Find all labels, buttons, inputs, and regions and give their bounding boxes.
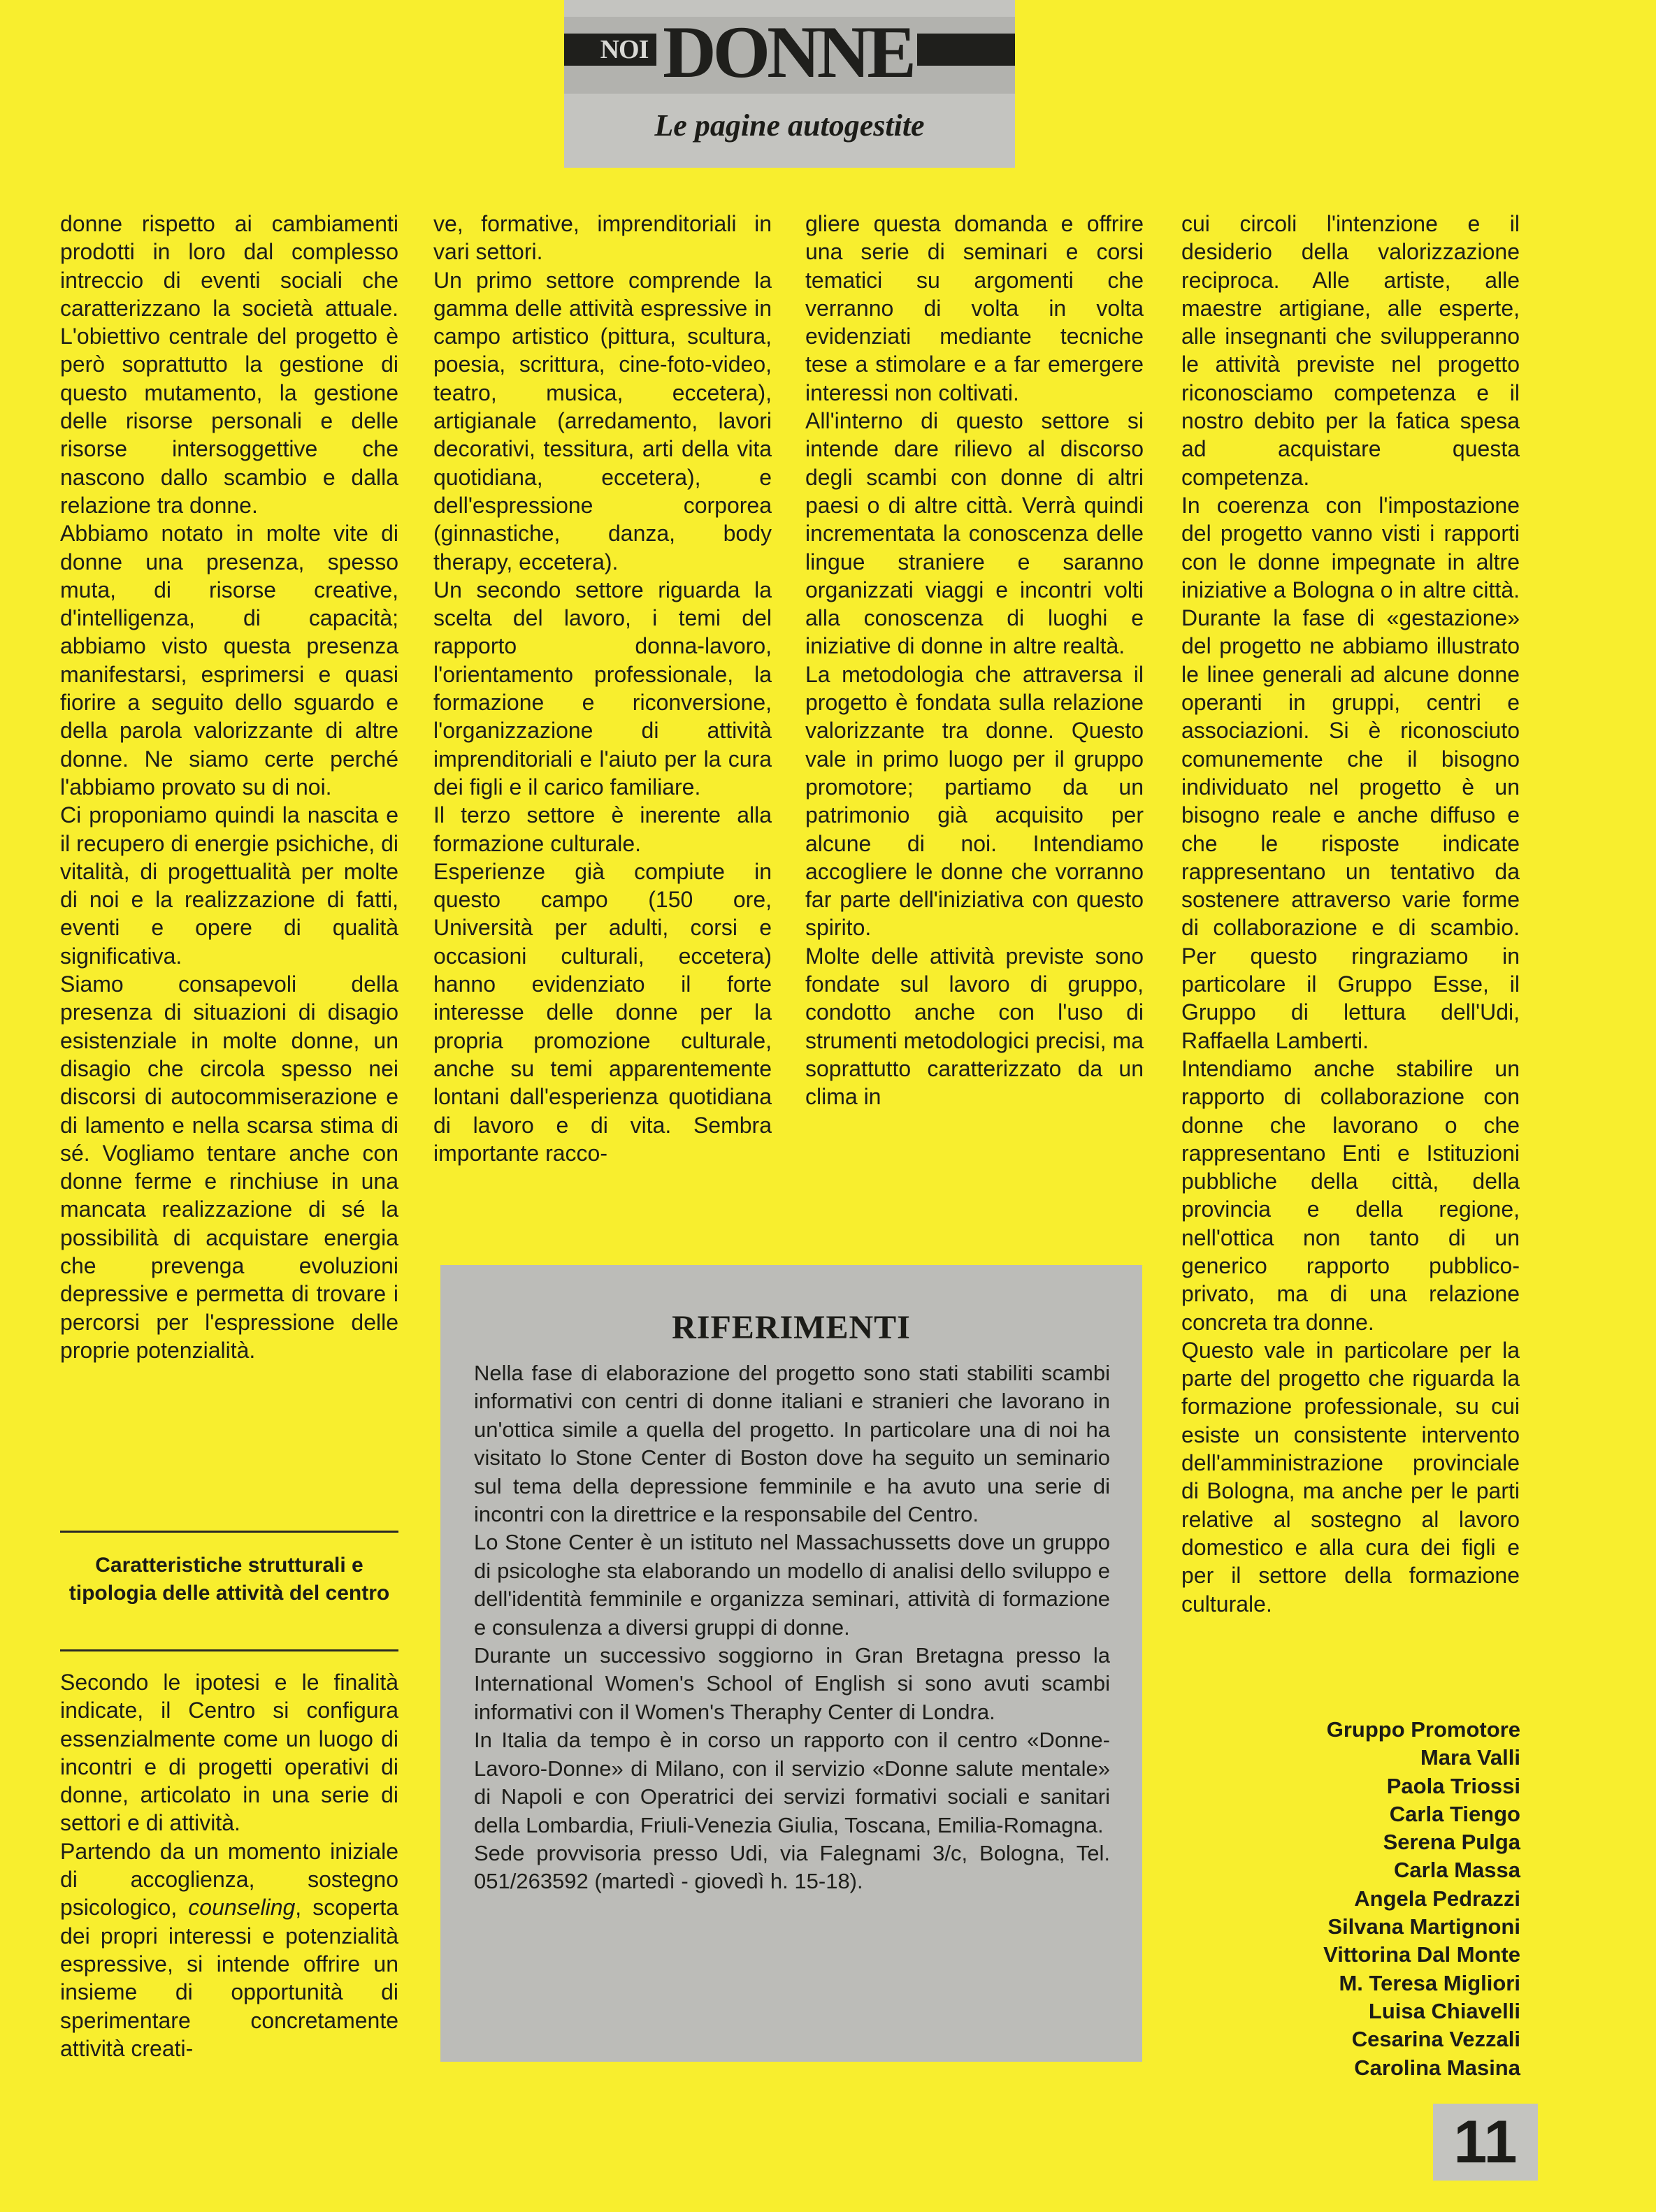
section-rule-bottom: [60, 1649, 398, 1651]
masthead-noi: NOI: [592, 34, 656, 66]
page-number: 11: [1433, 2104, 1538, 2181]
signature-group: Gruppo Promotore: [1326, 1717, 1520, 1742]
paragraph: In coerenza con l'impostazione del progetto vanno visti i rapporti con le donne impegnate in altre iniziative a Bologna o in altre città. Durante la fase di «gestazione» del progetto ne abbiamo illustrato le linee generali ad alcune donne operanti in gruppi, centri e associazioni. Si è riconosciuto comunemente che il bisogno individuato nel progetto è un bisogno reale e anche diffuso e che le risposte indicate rappresentano un tentativo da sostenere attraverso varie forme di collaborazione e di scambio. Per questo ringraziamo in particolare il Gruppo Esse, il Gruppo di lettura dell'Udi, Raffaella Lamberti.: [1181, 492, 1520, 1053]
section-title: Caratteristiche strutturali e tipologia delle attività del centro: [69, 1554, 390, 1605]
paragraph: ve, formative, imprenditoriali in vari settori.: [433, 211, 772, 265]
paragraph: cui circoli l'intenzione e il desiderio della valorizzazione reciproca. Alle artiste, alle maestre artigiane, alle esperte, alle insegnanti che svilupperanno le attività previste nel progetto riconosciamo competenza e il nostro debito per la fatica spesa ad acquistare questa competenza.: [1181, 211, 1520, 490]
paragraph: Ci proponiamo quindi la nascita e il recupero di energie psichiche, di vitalità, di progettualità per molte di noi e la realizzazione di fatti, eventi e opere di qualità significativa.: [60, 802, 398, 969]
section-rule-top: [60, 1531, 398, 1533]
riferimenti-title: RIFERIMENTI: [672, 1309, 911, 1346]
paragraph: Un secondo settore riguarda la scelta del lavoro, i temi del rapporto donna-lavoro, l'orientamento professionale, la formazione e riconversione, l'organizzazione di attività imprenditoriali e l'aiuto per la cura dei figli e il carico familiare.: [433, 577, 772, 800]
paragraph: Un primo settore comprende la gamma delle attività espressive in campo artistico (pittura, scultura, poesia, scrittura, cine-foto-video, teatro, musica, eccetera), artigianale (arredamento, lavori decorativi, tessitura, arti della vita quotidiana, eccetera), e dell'espressione corporea (ginnastiche, danza, body therapy, eccetera).: [433, 267, 772, 574]
paragraph: Questo vale in particolare per la parte del progetto che riguarda la formazione professionale, su cui esiste un consistente intervento dell'amministrazione provinciale di Bologna, ma anche per le parti relative al sostegno al lavoro domestico e alla cura dei figli e per il settore della formazione culturale.: [1181, 1337, 1520, 1617]
paragraph: Sede provvisoria presso Udi, via Falegnami 3/c, Bologna, Tel. 051/263592 (martedì - giovedì h. 15-18).: [474, 1840, 1110, 1894]
paragraph: Secondo le ipotesi e le finalità indicate, il Centro si configura essenzialmente come un luogo di incontri e di progetti operativi di donne, articolato in una serie di settori e di attività.: [60, 1670, 398, 1836]
paragraph: Il terzo settore è inerente alla formazione culturale.: [433, 802, 772, 856]
masthead-rule-right: [917, 34, 1015, 66]
signature-name: Serena Pulga: [1383, 1830, 1520, 1855]
masthead-rule-left: [564, 34, 592, 66]
signature-name: Paola Triossi: [1386, 1773, 1520, 1798]
masthead: [564, 0, 1015, 168]
masthead-donne: DONNE: [663, 11, 913, 93]
signature-list: [1188, 1716, 1520, 2082]
paragraph: Durante un successivo soggiorno in Gran Bretagna presso la International Women's School of English si sono avuti scambi informativi con il Women's Theraphy Center di Londra.: [474, 1643, 1110, 1724]
paragraph: All'interno di questo settore si intende dare rilievo al discorso degli scambi con donne di altri paesi o di altre città. Verrà quindi incrementata la conoscenza delle lingue straniere e saranno organizzati viaggi e incontri volti alla conoscenza di luoghi e iniziative di donne in altre realtà.: [805, 408, 1144, 659]
article-column-4: [1181, 210, 1520, 1618]
paragraph: donne rispetto ai cambiamenti prodotti in loro dal complesso intreccio di eventi sociali che caratterizzano la società attuale. L'obiettivo centrale del progetto è però soprattutto la gestione di questo mutamento, la gestione delle risorse personali e delle risorse intersoggettive che nascono dallo scambio e dalla relazione tra donne.: [60, 211, 398, 518]
signature-name: Luisa Chiavelli: [1368, 1998, 1520, 2023]
paragraph: Esperienze già compiute in questo campo (150 ore, Università per adulti, corsi e occasioni culturali, eccetera) hanno evidenziato il forte interesse delle donne per la propria promozione culturale, anche su temi apparentemente lontani dall'esperienza quotidiana di lavoro e di vita. Sembra importante racco-: [433, 858, 772, 1166]
signature-name: Silvana Martignoni: [1327, 1914, 1520, 1939]
paragraph: Nella fase di elaborazione del progetto sono stati stabiliti scambi informativi con centri di donne italiani e stranieri che lavorano in un'ottica simile a quella del progetto. In particolare una di noi ha visitato lo Stone Center di Boston dove ha seguito un seminario sul tema della depressione femminile e ha avuto una serie di incontri con la direttrice e la responsabile del Centro.: [474, 1361, 1110, 1527]
signature-name: M. Teresa Migliori: [1339, 1970, 1520, 1995]
riferimenti-text: [474, 1359, 1110, 1896]
signature-name: Carla Tiengo: [1389, 1801, 1520, 1826]
masthead-subtitle: Le pagine autogestite: [654, 108, 925, 143]
paragraph: Lo Stone Center è un istituto nel Massachussetts dove un gruppo di psicologhe sta elaborando un modello di analisi dello sviluppo e dell'identità femminile e organizza seminari, attività di formazione e consulenza a diversi gruppi di donne.: [474, 1530, 1110, 1640]
article-column-3: [805, 210, 1144, 1111]
article-column-1-continued: [60, 1668, 398, 2062]
signature-name: Vittorina Dal Monte: [1323, 1942, 1520, 1967]
paragraph-text: , scoperta dei propri interessi e potenzialità espressive, si intende offrire un insieme di opportunità di sperimentare concretamente attività creati-: [60, 1895, 399, 2061]
signature-name: Carolina Masina: [1354, 2055, 1520, 2080]
article-column-2: [433, 210, 772, 1167]
italic-term: counseling: [188, 1895, 296, 1921]
paragraph: Intendiamo anche stabilire un rapporto di collaborazione con donne che lavorano o che rappresentano Enti e Istituzioni pubbliche della città, della provincia e della regione, nell'ottica non tanto di un generico rapporto pubblico-privato, ma di una relazione concreta tra donne.: [1181, 1055, 1520, 1335]
signature-name: Cesarina Vezzali: [1351, 2027, 1520, 2052]
paragraph: [60, 1837, 398, 2062]
paragraph-text: Partendo da un momento iniziale di accoglienza, sostegno psicologico,: [60, 1838, 398, 1921]
paragraph: Abbiamo notato in molte vite di donne una presenza, spesso muta, di risorse creative, d'intelligenza, di capacità; abbiamo visto questa presenza manifestarsi, esprimersi e quasi fiorire a seguito dello sguardo e della parola valorizzante di altre donne. Ne siamo certe perché l'abbiamo provato su di noi.: [60, 521, 398, 800]
paragraph: Siamo consapevoli della presenza di situazioni di disagio esistenziale in molte donne, un disagio che circola spesso nei discorsi di autocommiserazione e di lamento e nella scarsa stima di sé. Vogliamo tentare anche con donne ferme e rinchiuse in una mancata realizzazione di sé la possibilità di acquistare energia che prevenga evoluzioni depressive e permetta di trovare i percorsi per l'espressione delle proprie potenzialità.: [60, 971, 398, 1363]
paragraph: Molte delle attività previste sono fondate sul lavoro di gruppo, condotto anche con l'uso di strumenti metodologici precisi, ma soprattutto caratterizzato da un clima in: [805, 943, 1144, 1110]
paragraph: La metodologia che attraversa il progetto è fondata sulla relazione valorizzante tra donne. Questo vale in primo luogo per il gruppo promotore; partiamo da un patrimonio già acquisito per alcune di noi. Intendiamo accogliere le donne che vorranno far parte dell'iniziativa con questo spirito.: [805, 661, 1144, 941]
article-column-1: [60, 210, 398, 1364]
paragraph: gliere questa domanda e offrire una serie di seminari e corsi tematici su argomenti che verranno di volta in volta evidenziati mediante tecniche tese a stimolare e a far emergere interessi non coltivati.: [805, 211, 1144, 405]
signature-name: Mara Valli: [1420, 1745, 1520, 1770]
paragraph: In Italia da tempo è in corso un rapporto con il centro «Donne-Lavoro-Donne» di Milano, con il servizio «Donne salute mentale» di Napoli e con Operatrici dei servizi formativi sociali e sanitari della Lombardia, Friuli-Venezia Giulia, Toscana, Emilia-Romagna.: [474, 1728, 1110, 1837]
signature-name: Carla Massa: [1394, 1858, 1520, 1883]
riferimenti-box: [440, 1265, 1142, 2062]
signature-name: Angela Pedrazzi: [1354, 1886, 1520, 1911]
